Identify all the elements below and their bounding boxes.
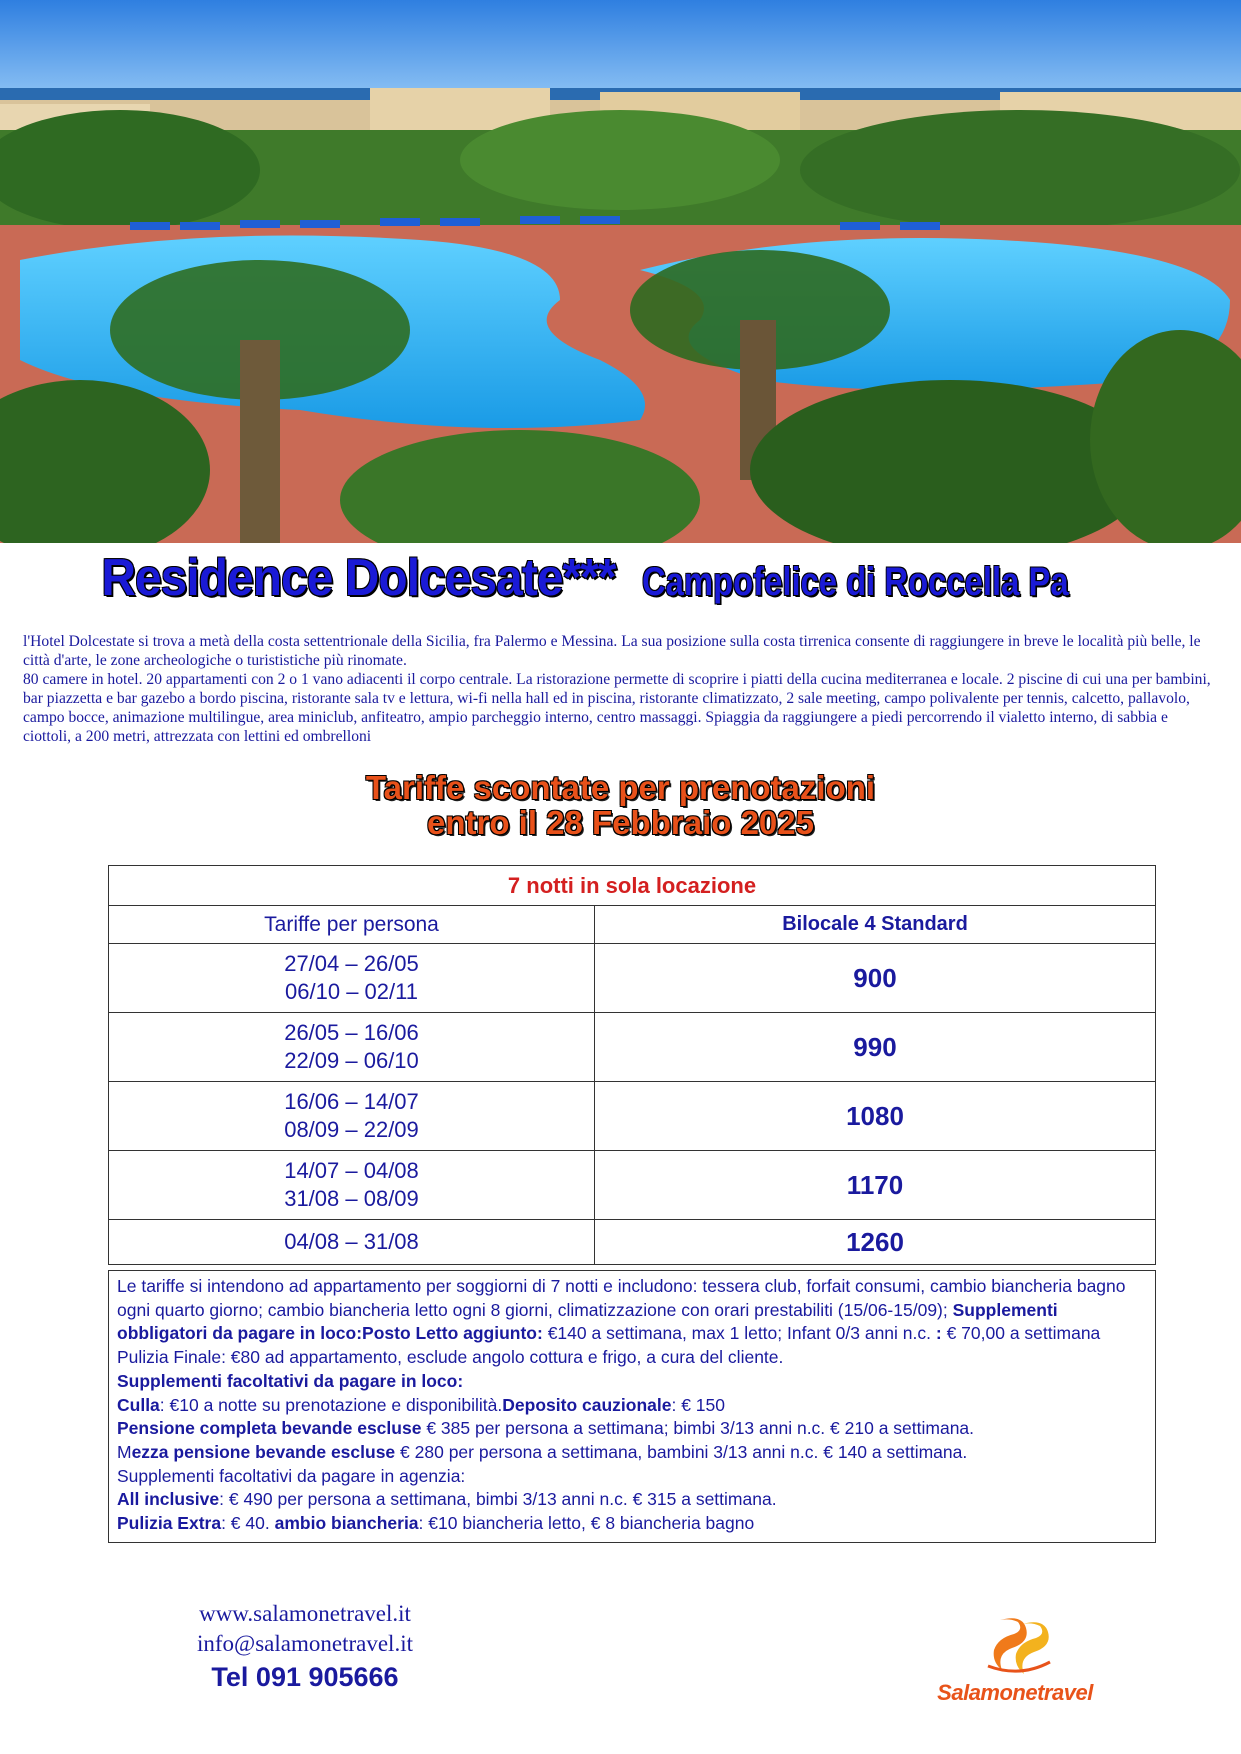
salamone-travel-logo [930, 1612, 1100, 1712]
table-row [109, 1082, 1156, 1151]
notes-mandatory-label: Supplementi obbligatori da pagare in loco:Posto Letto aggiunto: [117, 1299, 1058, 1344]
period-1: 27/04 – 26/05 [284, 951, 419, 976]
logo-mark-icon [930, 1612, 1100, 1682]
notes-half-board: € 280 per persona a settimana, bambini 3/13 anni n.c. € 140 a settimana. [400, 1441, 968, 1462]
contact-block [180, 1599, 430, 1695]
notes-final-cleaning: Pulizia Finale: €80 ad appartamento, esclude angolo cottura e frigo, a cura del cliente. [117, 1347, 784, 1368]
logo-name: Salamonetravel [937, 1680, 1093, 1705]
notes-extra-cleaning-label: Pulizia Extra [117, 1513, 222, 1534]
notes-infant-price: € 70,00 a settimana [946, 1323, 1101, 1344]
notes-deposit-label: Deposito cauzionale [502, 1394, 672, 1415]
period-2: 31/08 – 08/09 [284, 1186, 419, 1211]
notes-extra-cleaning: : € 40. [221, 1513, 270, 1534]
period-cell [109, 1013, 595, 1082]
resort-pool-photo [0, 0, 1241, 543]
notes-full-board: € 385 per persona a settimana; bimbi 3/13 anni n.c. € 210 a settimana. [426, 1418, 975, 1439]
period-cell [109, 1151, 595, 1220]
title-location: Campofelice di Roccella Pa [642, 560, 1069, 604]
table-row [109, 1151, 1156, 1220]
rates-table [108, 865, 1156, 1265]
table-row [109, 944, 1156, 1013]
notes-culla: : €10 a notte su prenotazione e disponibilità. [159, 1394, 503, 1415]
promo-heading [0, 770, 1241, 840]
notes-optional-label: Supplementi facoltativi da pagare in loco: [117, 1370, 464, 1391]
period-2: 06/10 – 02/11 [285, 979, 418, 1004]
notes-full-board-label: Pensione completa bevande escluse [117, 1418, 422, 1439]
notes-agency-label: Supplementi facoltativi da pagare in agenzia: [117, 1465, 466, 1486]
period-2: 08/09 – 22/09 [284, 1117, 419, 1142]
period-cell [109, 1082, 595, 1151]
price-cell: 1170 [595, 1151, 1156, 1220]
column-header-room: Bilocale 4 Standard [595, 906, 1156, 944]
price-cell: 1080 [595, 1082, 1156, 1151]
price-cell: 990 [595, 1013, 1156, 1082]
hotel-description [23, 632, 1219, 746]
period-1: 26/05 – 16/06 [284, 1020, 419, 1045]
period-1: 16/06 – 14/07 [284, 1089, 419, 1114]
notes-linen: : €10 biancheria letto, € 8 biancheria bagno [418, 1513, 755, 1534]
email-link[interactable]: info@salamonetravel.it [197, 1631, 413, 1656]
period-2: 22/09 – 06/10 [284, 1048, 419, 1073]
notes-half-board-label: ezza pensione bevande escluse [131, 1441, 396, 1462]
column-header-period: Tariffe per persona [109, 906, 595, 944]
notes-linen-label: ambio biancheria [274, 1513, 419, 1534]
period-1: 14/07 – 04/08 [284, 1158, 419, 1183]
notes-all-inclusive-label: All inclusive [117, 1489, 220, 1510]
notes-extra-bed: €140 a settimana, max 1 letto; Infant 0/3 anni n.c. [547, 1323, 931, 1344]
period-1: 04/08 – 31/08 [284, 1229, 419, 1254]
period-cell [109, 944, 595, 1013]
website-link[interactable]: www.salamonetravel.it [199, 1601, 411, 1626]
notes-deposit: : € 150 [671, 1394, 725, 1415]
table-row [109, 1220, 1156, 1265]
terms-notes [108, 1270, 1156, 1543]
promo-line-1: Tariffe scontate per prenotazioni [365, 769, 876, 806]
phone-number: Tel 091 905666 [211, 1662, 399, 1692]
notes-colon: : [935, 1323, 942, 1344]
table-row [109, 1013, 1156, 1082]
promo-line-2: entro il 28 Febbraio 2025 [427, 804, 814, 841]
notes-half-board-initial: M [117, 1441, 132, 1462]
notes-all-inclusive: : € 490 per persona a settimana, bimbi 3/13 anni n.c. € 315 a settimana. [219, 1489, 777, 1510]
page-title [0, 548, 1241, 608]
table-header: 7 notti in sola locazione [109, 866, 1156, 906]
description-paragraph: l'Hotel Dolcestate si trova a metà della costa settentrionale della Sicilia, fra Palermo e Messina. La sua posizione sulla costa tirrenica consente di raggiungere in breve le località più belle, le città d'arte, le zone archeologiche o turististiche più rinomate. [23, 633, 1201, 669]
description-paragraph: 80 camere in hotel. 20 appartamenti con 2 o 1 vano adiacenti il corpo centrale. La ristorazione permette di scoprire i piatti della cucina mediterranea e locale. 2 piscine di cui una per bambini, bar piazzetta e bar gazebo a bordo piscina, ristorante sala tv e lettura, wi-fi nella hall ed in piscina, ristorante climatizzato, 2 sale meeting, campo polivalente per tennis, calcetto, pallavolo, campo bocce, animazione multilingue, area miniclub, anfiteatro, ampio parcheggio interno, centro massaggi. Spiaggia da raggiungere a piedi percorrendo il vialetto interno, di sabbia e ciottoli, a 200 metri, attrezzata con lettini ed ombrelloni [23, 671, 1211, 745]
title-main: Residence Dolcesate*** [101, 549, 616, 607]
price-cell: 900 [595, 944, 1156, 1013]
price-cell: 1260 [595, 1220, 1156, 1265]
notes-culla-label: Culla [117, 1394, 160, 1415]
notes-included: Le tariffe si intendono ad appartamento per soggiorni di 7 notti e includono: tessera club, forfait consumi, cambio biancheria bagno ogni quarto giorno; cambio biancheria letto ogni 8 giorni, climatizzazione con orari prestabiliti (15/06-15/09); [117, 1276, 1126, 1320]
period-cell [109, 1220, 595, 1265]
